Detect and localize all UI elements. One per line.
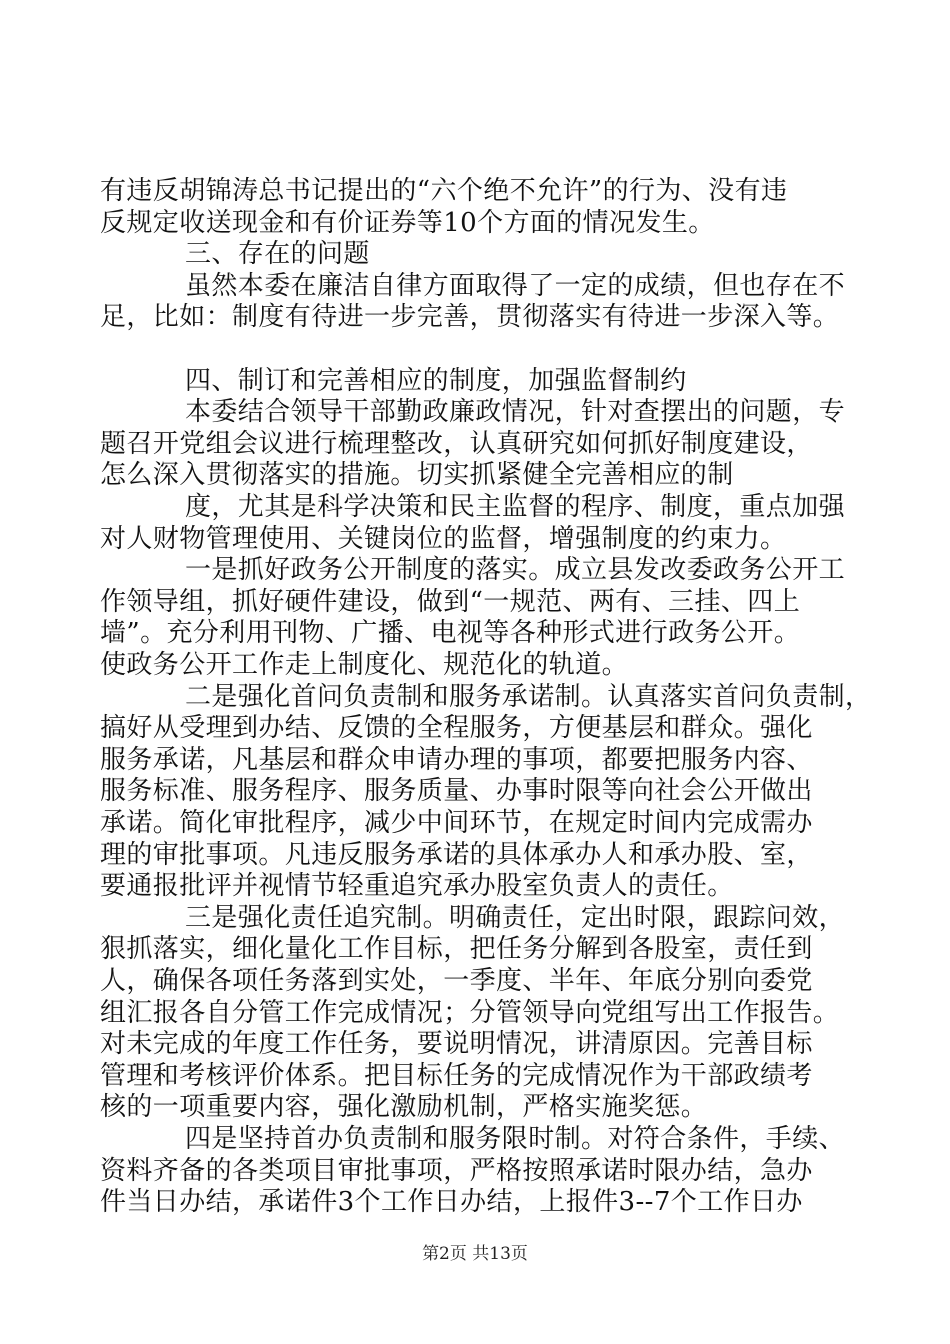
text-line: 怎么深入贯彻落实的措施。切实抓紧健全完善相应的制 (100, 460, 734, 491)
text-line: 二是强化首问负责制和服务承诺制。认真落实首问负责制， (185, 681, 872, 712)
page-number-footer: 第2页 共13页 (422, 1244, 528, 1264)
text-line: 管理和考核评价体系。把目标任务的完成情况作为干部政绩考 (100, 1060, 813, 1091)
text-line: 一是抓好政务公开制度的落实。成立县发改委政务公开工 (185, 555, 846, 586)
text-line: 题召开党组会议进行梳理整改，认真研究如何抓好制度建设， (100, 428, 813, 459)
text-line: 反规定收送现金和有价证券等10个方面的情况发生。 (100, 207, 715, 238)
text-line: 承诺。简化审批程序，减少中间环节，在规定时间内完成需办 (100, 808, 813, 838)
text-line: 要通报批评并视情节轻重追究承办股室负责人的责任。 (100, 871, 734, 902)
text-line: 资料齐备的各类项目审批事项，严格按照承诺时限办结，急办 (100, 1155, 813, 1186)
text-line: 三是强化责任追究制。明确责任，定出时限，跟踪问效， (185, 902, 846, 933)
text-line: 本委结合领导干部勤政廉政情况，针对查摆出的问题，专 (185, 397, 846, 428)
section-heading: 三、存在的问题 (185, 239, 370, 270)
text-line: 对人财物管理使用、关键岗位的监督，增强制度的约束力。 (100, 523, 787, 554)
text-line: 对未完成的年度工作任务，要说明情况，讲清原因。完善目标 (100, 1029, 813, 1060)
text-line: 组汇报各自分管工作完成情况；分管领导向党组写出工作报告。 (100, 997, 840, 1028)
text-line: 狠抓落实，细化量化工作目标，把任务分解到各股室，责任到 (100, 934, 813, 965)
text-line: 使政务公开工作走上制度化、规范化的轨道。 (100, 650, 629, 680)
text-line: 作领导组，抓好硬件建设，做到“一规范、两有、三挂、四上 (100, 586, 801, 617)
section-heading: 四、制订和完善相应的制度，加强监督制约 (185, 365, 687, 396)
text-line: 足，比如：制度有待进一步完善，贯彻落实有待进一步深入等。 (100, 302, 840, 333)
text-line: 搞好从受理到办结、反馈的全程服务，方便基层和群众。强化 (100, 713, 813, 744)
text-line: 度，尤其是科学决策和民主监督的程序、制度，重点加强 (185, 492, 846, 522)
text-line: 墙”。充分利用刊物、广播、电视等各种形式进行政务公开。 (100, 618, 801, 649)
text-line: 人，确保各项任务落到实处，一季度、半年、年底分别向委党 (100, 966, 813, 996)
text-line: 核的一项重要内容，强化激励机制，严格实施奖惩。 (100, 1092, 708, 1123)
text-line: 件当日办结，承诺件3个工作日办结，上报件3--7个工作日办 (100, 1187, 803, 1218)
text-line: 理的审批事项。凡违反服务承诺的具体承办人和承办股、室， (100, 839, 813, 870)
text-line: 服务标准、服务程序、服务质量、办事时限等向社会公开做出 (100, 776, 813, 807)
text-line: 虽然本委在廉洁自律方面取得了一定的成绩，但也存在不 (185, 270, 846, 301)
text-line: 有违反胡锦涛总书记提出的“六个绝不允许”的行为、没有违 (100, 176, 788, 206)
text-line: 四是坚持首办负责制和服务限时制。对符合条件，手续、 (185, 1124, 846, 1154)
text-line: 服务承诺，凡基层和群众申请办理的事项，都要把服务内容、 (100, 744, 813, 775)
